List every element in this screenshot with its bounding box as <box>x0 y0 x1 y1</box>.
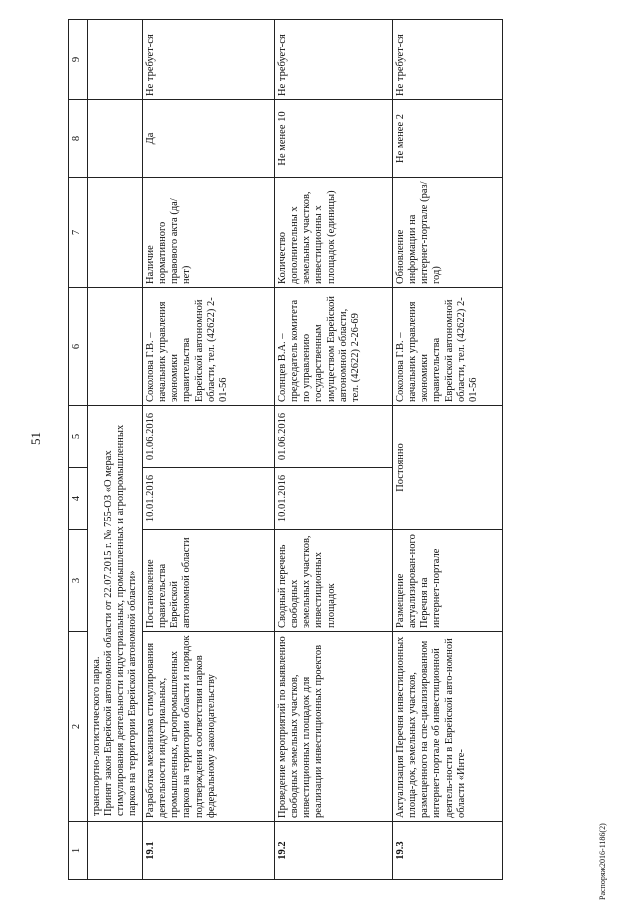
page-number: 51 <box>28 432 43 445</box>
result-cell: Сводный перечень свободных земельных участков, инвестиционных площадок <box>275 530 393 632</box>
col-header-7: 7 <box>69 178 88 288</box>
end-date-cell: 01.06.2016 <box>275 406 393 468</box>
intro-row <box>88 20 143 880</box>
responsible-cell: Соколова Г.В. – начальник управления экономики правительства Еврейской автономной области, тел. (42622) 2-01-56 <box>393 288 503 406</box>
measure-cell: Разработка механизма стимулирования деятельности индустриальных, промышленных, агропромышленных парков на территории области и порядок подтверждения соответствия парков федеральному законодательству <box>143 632 275 822</box>
col-header-4: 4 <box>69 468 88 530</box>
row-number: 19.2 <box>275 822 393 880</box>
target-cell: Не менее 2 <box>393 100 503 178</box>
col-header-2: 2 <box>69 632 88 822</box>
funding-cell: Не требует-ся <box>143 20 275 100</box>
col-header-3: 3 <box>69 530 88 632</box>
funding-cell: Не требует-ся <box>275 20 393 100</box>
table-row <box>393 20 503 880</box>
header-row <box>69 20 88 880</box>
responsible-cell: Соколова Г.В. – начальник управления экономики правительства Еврейской автономной области, тел. (42622) 2-01-56 <box>143 288 275 406</box>
row-number: 19.3 <box>393 822 503 880</box>
col-header-5: 5 <box>69 406 88 468</box>
start-date-cell: 10.01.2016 <box>143 468 275 530</box>
measures-table <box>68 19 503 880</box>
col-header-1: 1 <box>69 822 88 880</box>
document-code: Распоряж2016-1186(2) <box>598 823 607 900</box>
result-cell: Постановление правительства Еврейской автономной области <box>143 530 275 632</box>
col-header-9: 9 <box>69 20 88 100</box>
measure-cell: Проведение мероприятий по выявлению свободных земельных участков, инвестиционных площадок для реализации инвестиционных проектов <box>275 632 393 822</box>
col-header-6: 6 <box>69 288 88 406</box>
indicator-cell: Количество дополнительны х земельных участков, инвестиционны х площадок (единицы) <box>275 178 393 288</box>
table-row <box>143 20 275 880</box>
intro-line-2: Принят закон Еврейской автономной области от 22.07.2015 г. № 755-ОЗ «О мерах стимулирования деятельности индустриальных, промышленных и агропромышленных парков на территории Еврейской автономной области» <box>103 424 139 816</box>
responsible-cell: Солнцев В.А. – председатель комитета по управлению государственным имуществом Еврейской автономной области, тел. (42622) 2-26-69 <box>275 288 393 406</box>
rotated-table-container <box>68 20 628 880</box>
end-date-cell: 01.06.2016 <box>143 406 275 468</box>
funding-cell: Не требует-ся <box>393 20 503 100</box>
indicator-cell: Обновление информации на интернет-портале (раз/год) <box>393 178 503 288</box>
indicator-cell: Наличие нормативного правового акта (да/нет) <box>143 178 275 288</box>
row-number: 19.1 <box>143 822 275 880</box>
intro-line-1: транспортно-логистического парка. <box>91 656 102 816</box>
period-cell: Постоянно <box>393 406 503 530</box>
target-cell: Не менее 10 <box>275 100 393 178</box>
start-date-cell: 10.01.2016 <box>275 468 393 530</box>
result-cell: Размещение актуализирован-ного Перечня на интернет-портале <box>393 530 503 632</box>
target-cell: Да <box>143 100 275 178</box>
col-header-8: 8 <box>69 100 88 178</box>
table-row <box>275 20 393 880</box>
intro-cell <box>88 406 143 822</box>
measure-cell: Актуализация Перечня инвестиционных площа-док, земельных участков, размещенного на спе-циализированном интернет-портале об инвестиционной деятель-ности в Еврейской авто-номной области «Инте- <box>393 632 503 822</box>
